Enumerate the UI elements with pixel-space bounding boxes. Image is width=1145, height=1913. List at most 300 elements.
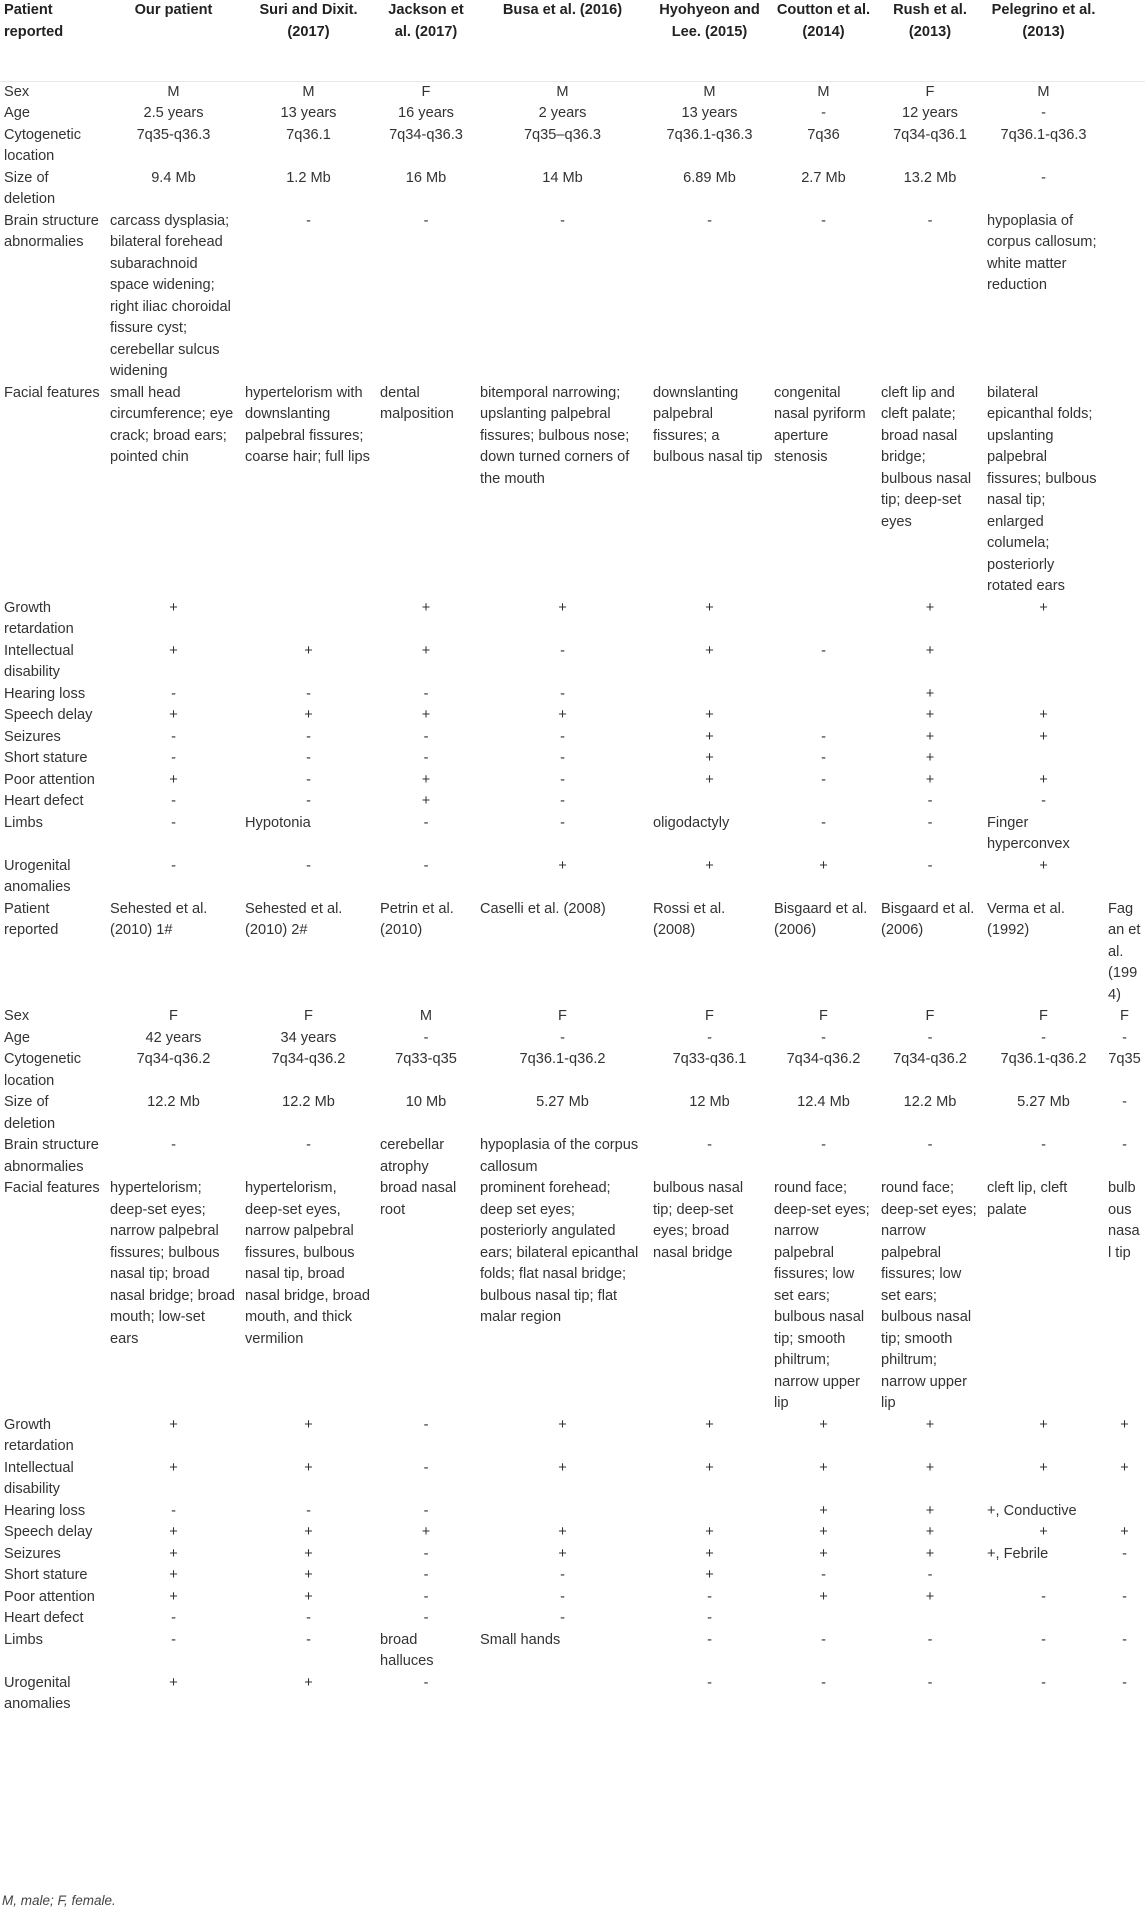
row-label: Brain structure abnormalies bbox=[4, 212, 99, 250]
table-cell: + bbox=[925, 599, 935, 616]
row-label: Intellectual disability bbox=[4, 1459, 74, 1497]
table-cell: + bbox=[1120, 1524, 1129, 1540]
table-cell-empty bbox=[1104, 813, 1145, 856]
table-cell: + bbox=[304, 1524, 313, 1540]
table-cell: - bbox=[423, 1674, 429, 1691]
table-cell: 7q34-q36.3 bbox=[389, 126, 463, 143]
table-cell: - bbox=[171, 1502, 176, 1519]
table-cell: - bbox=[821, 771, 826, 788]
table-cell: + bbox=[169, 1459, 178, 1476]
table-cell: + bbox=[819, 1524, 828, 1540]
table-cell: bulbous nasal tip; deep-set eyes; broad nasal bridge bbox=[653, 1180, 744, 1261]
table-cell: + bbox=[169, 707, 178, 723]
table-cell bbox=[770, 791, 877, 813]
table-cell: M bbox=[1037, 83, 1050, 100]
table-cell: 7q33-q35 bbox=[395, 1051, 457, 1067]
table-cell: 2.7 Mb bbox=[801, 169, 846, 186]
column-header: Rush et al. (2013) bbox=[893, 2, 967, 40]
table-cell: 5.27 Mb bbox=[536, 1094, 589, 1110]
table-cell: - bbox=[423, 1459, 429, 1476]
table-cell: cerebellar atrophy bbox=[380, 1137, 445, 1175]
row-label: Urogenital anomalies bbox=[4, 857, 71, 895]
row-label: Limbs bbox=[4, 1631, 43, 1648]
table-cell: cleft lip, cleft palate bbox=[987, 1180, 1068, 1218]
table-cell: 16 years bbox=[398, 105, 454, 121]
column-header: Jackson et al. (2017) bbox=[388, 2, 464, 40]
column-header: Patient reported bbox=[4, 900, 59, 938]
table-cell: F bbox=[1120, 1008, 1129, 1024]
table-cell: + bbox=[925, 1524, 935, 1540]
table-row bbox=[0, 1458, 1145, 1501]
table-cell: +, Conductive bbox=[987, 1502, 1077, 1519]
row-label: Cytogenetic location bbox=[4, 126, 82, 164]
table-cell: - bbox=[306, 728, 311, 745]
table-cell: + bbox=[304, 1674, 313, 1691]
table-cell-empty bbox=[1104, 641, 1145, 684]
table-row bbox=[0, 1092, 1145, 1135]
table-row bbox=[0, 1587, 1145, 1609]
table-cell: - bbox=[927, 1137, 933, 1153]
table-row bbox=[0, 598, 1145, 641]
table-cell: - bbox=[821, 750, 826, 766]
table-cell: + bbox=[169, 642, 178, 659]
table-cell: - bbox=[423, 750, 429, 766]
table-row bbox=[0, 1049, 1145, 1092]
table-cell: 7q34-q36.2 bbox=[786, 1051, 861, 1067]
table-cell: + bbox=[819, 1502, 828, 1519]
table-cell: - bbox=[1041, 105, 1046, 121]
table-cell: F bbox=[705, 1008, 714, 1024]
section-1-body bbox=[0, 81, 1145, 899]
table-cell: + bbox=[421, 771, 431, 788]
column-header: Suri and Dixit. (2017) bbox=[259, 2, 358, 40]
table-cell: + bbox=[1039, 728, 1048, 745]
table-cell: - bbox=[306, 771, 311, 788]
table-row bbox=[0, 211, 1145, 383]
column-header: Fagan et al. (1994) bbox=[1108, 900, 1141, 1003]
table-cell bbox=[770, 684, 877, 706]
table-cell: Small hands bbox=[480, 1631, 561, 1648]
table-cell: - bbox=[821, 1137, 826, 1153]
table-cell: - bbox=[927, 1029, 933, 1046]
table-cell: - bbox=[560, 212, 565, 229]
table-cell: + bbox=[304, 1567, 313, 1583]
row-label: Cytogenetic location bbox=[4, 1051, 82, 1089]
table-cell: 12.4 Mb bbox=[797, 1094, 850, 1110]
row-label: Sex bbox=[4, 1008, 30, 1024]
table-cell: bilateral epicanthal folds; upslanting palpebral fissures; bulbous nasal tip; enlarged columela; posteriorly rotated ears bbox=[987, 384, 1097, 594]
table-cell: + bbox=[558, 1545, 567, 1562]
table-cell bbox=[476, 1673, 649, 1716]
table-cell: - bbox=[171, 814, 176, 831]
table-cell: - bbox=[927, 793, 933, 809]
column-header: Rossi et al. (2008) bbox=[653, 900, 726, 938]
table-cell: - bbox=[560, 1567, 565, 1583]
table-cell bbox=[983, 1608, 1104, 1630]
table-row bbox=[0, 1028, 1145, 1050]
table-cell: + bbox=[558, 1524, 567, 1540]
table-cell: 7q35–q36.3 bbox=[523, 126, 602, 143]
table-cell: - bbox=[423, 212, 429, 229]
column-header: Coutton et al. (2014) bbox=[776, 2, 871, 40]
table-cell: - bbox=[707, 1631, 712, 1648]
row-label: Urogenital anomalies bbox=[4, 1674, 71, 1712]
table-cell: 12.2 Mb bbox=[282, 1094, 335, 1110]
table-cell: + bbox=[705, 1524, 714, 1540]
table-cell: + bbox=[304, 1416, 313, 1433]
table-cell: - bbox=[821, 1029, 826, 1046]
table-cell: + bbox=[705, 1567, 714, 1583]
table-cell: + bbox=[705, 599, 714, 616]
table-cell bbox=[649, 1501, 770, 1523]
table-cell: + bbox=[925, 1459, 935, 1476]
table-row bbox=[0, 1415, 1145, 1458]
table-cell: - bbox=[821, 1674, 826, 1691]
table-cell: + bbox=[304, 1545, 313, 1562]
table-cell: + bbox=[421, 707, 431, 723]
table-cell: 7q35 bbox=[1108, 1051, 1141, 1067]
row-label: Facial features bbox=[4, 1180, 100, 1196]
table-cell: + bbox=[558, 599, 567, 616]
table-cell: F bbox=[925, 1008, 935, 1024]
table-cell: 12.2 Mb bbox=[147, 1094, 200, 1110]
table-cell: +, Febrile bbox=[987, 1545, 1049, 1562]
row-label: Poor attention bbox=[4, 1588, 95, 1605]
table-cell: - bbox=[423, 1502, 429, 1519]
column-header: Sehested et al. (2010) 2# bbox=[245, 900, 343, 938]
table-cell: 13 years bbox=[280, 105, 337, 121]
table-cell: + bbox=[705, 857, 714, 874]
table-cell-empty bbox=[1104, 598, 1145, 641]
row-label: Sex bbox=[4, 83, 30, 100]
row-label: Age bbox=[4, 105, 30, 121]
table-cell-empty bbox=[1104, 791, 1145, 813]
table-cell: - bbox=[707, 1674, 712, 1691]
table-cell: - bbox=[560, 1029, 565, 1046]
table-cell bbox=[1104, 1501, 1145, 1523]
column-header: Bisgaard et al. (2006) bbox=[774, 900, 868, 938]
row-label: Size of deletion bbox=[4, 1094, 56, 1132]
table-row bbox=[0, 770, 1145, 792]
table-cell: 7q36.1-q36.2 bbox=[519, 1051, 606, 1067]
table-cell: Finger hyperconvex bbox=[987, 814, 1070, 852]
table-cell: 34 years bbox=[280, 1029, 337, 1046]
row-label: Seizures bbox=[4, 1545, 61, 1562]
table-cell: - bbox=[1122, 1588, 1127, 1605]
table-cell: + bbox=[169, 1567, 178, 1583]
table-cell: 12 years bbox=[902, 105, 958, 121]
column-header: Our patient bbox=[134, 2, 213, 18]
table-cell: - bbox=[927, 212, 933, 229]
table-cell bbox=[770, 598, 877, 641]
table-cell: 13 years bbox=[681, 105, 738, 121]
table-cell: + bbox=[819, 1416, 828, 1433]
table-cell: + bbox=[705, 1416, 714, 1433]
row-label: Age bbox=[4, 1029, 30, 1046]
table-cell bbox=[983, 748, 1104, 770]
table-cell: F bbox=[819, 1008, 828, 1024]
table-cell-empty bbox=[1104, 705, 1145, 727]
table-cell bbox=[770, 705, 877, 727]
table-cell: + bbox=[1039, 857, 1048, 874]
column-header: Pelegrino et al. (2013) bbox=[991, 2, 1096, 40]
table-cell: - bbox=[1122, 1674, 1127, 1691]
column-header: Patient reported bbox=[4, 2, 64, 40]
table-cell: + bbox=[421, 1524, 431, 1540]
table-cell: + bbox=[1039, 599, 1048, 616]
table-cell: + bbox=[1039, 1459, 1048, 1476]
table-cell: 5.27 Mb bbox=[1017, 1094, 1070, 1110]
table-cell: - bbox=[1041, 1631, 1046, 1648]
column-header-empty bbox=[1104, 0, 1145, 81]
row-label: Growth retardation bbox=[4, 599, 74, 637]
table-cell: - bbox=[423, 1567, 429, 1583]
table-cell: - bbox=[423, 685, 429, 702]
table-cell: + bbox=[1039, 707, 1048, 723]
table-cell: downslanting palpebral fissures; a bulbous nasal tip bbox=[653, 384, 763, 465]
table-cell bbox=[983, 684, 1104, 706]
table-cell: - bbox=[560, 1588, 565, 1605]
column-header: Caselli et al. (2008) bbox=[480, 900, 606, 917]
table-cell: prominent forehead; deep set eyes; posteriorly angulated ears; bilateral epicanthal folds; flat nasal bridge; bulbous nasal tip; flat malar region bbox=[480, 1180, 639, 1325]
table-row bbox=[0, 125, 1145, 168]
table-cell: + bbox=[1039, 1416, 1048, 1433]
table-cell: - bbox=[560, 1610, 565, 1626]
row-label: Hearing loss bbox=[4, 685, 86, 702]
table-cell: small head circumference; eye crack; broad ears; pointed chin bbox=[110, 384, 234, 465]
table-cell: + bbox=[819, 1588, 828, 1605]
column-header: Bisgaard et al. (2006) bbox=[881, 900, 975, 938]
table-row bbox=[0, 81, 1145, 103]
table-row bbox=[0, 856, 1145, 899]
table-cell: F bbox=[1039, 1008, 1048, 1024]
table-cell: + bbox=[169, 1674, 178, 1691]
table-row bbox=[0, 813, 1145, 856]
table-row bbox=[0, 705, 1145, 727]
table-cell: M bbox=[556, 83, 569, 100]
table-cell: bulbous nasal tip bbox=[1108, 1180, 1140, 1261]
table-cell: M bbox=[302, 83, 315, 100]
table-cell: broad nasal root bbox=[380, 1180, 457, 1218]
table-cell: 7q36.1-q36.2 bbox=[1000, 1051, 1087, 1067]
table-cell: + bbox=[705, 707, 714, 723]
table-cell: - bbox=[306, 1610, 311, 1626]
table-row bbox=[0, 1135, 1145, 1178]
table-cell: bitemporal narrowing; upslanting palpebral fissures; bulbous nose; down turned corners of the mouth bbox=[480, 384, 630, 487]
table-cell: - bbox=[423, 1588, 429, 1605]
table-cell: - bbox=[1041, 1588, 1046, 1605]
table-cell: - bbox=[927, 814, 933, 831]
table-cell: Hypotonia bbox=[245, 814, 311, 831]
table-cell-empty bbox=[1104, 383, 1145, 598]
table-cell: + bbox=[925, 750, 935, 766]
table-cell: broad halluces bbox=[380, 1631, 434, 1669]
table-cell-empty bbox=[1104, 770, 1145, 792]
table-cell-empty bbox=[1104, 856, 1145, 899]
table-cell: - bbox=[1122, 1137, 1127, 1153]
table-cell: - bbox=[1041, 1674, 1046, 1691]
column-header: Busa et al. (2016) bbox=[502, 2, 623, 18]
table-cell: - bbox=[707, 1029, 712, 1046]
table-cell: + bbox=[1039, 771, 1048, 788]
table-row bbox=[0, 1178, 1145, 1415]
table-cell: - bbox=[707, 1137, 712, 1153]
table-cell: + bbox=[925, 1588, 935, 1605]
table-cell bbox=[649, 684, 770, 706]
column-header: Hyohyeon and Lee. (2015) bbox=[659, 2, 760, 40]
table-cell-empty bbox=[1104, 727, 1145, 749]
table-cell: - bbox=[306, 857, 311, 874]
table-cell: + bbox=[1039, 1524, 1048, 1540]
row-label: Facial features bbox=[4, 384, 100, 401]
table-row bbox=[0, 641, 1145, 684]
table-cell: + bbox=[169, 771, 178, 788]
table-cell-empty bbox=[1104, 211, 1145, 383]
table-cell: + bbox=[925, 1545, 935, 1562]
table-cell: F bbox=[925, 83, 935, 100]
table-cell: - bbox=[171, 750, 176, 766]
table-cell: + bbox=[304, 1588, 313, 1605]
table-cell-empty bbox=[1104, 684, 1145, 706]
table-cell: hypertelorism with downslanting palpebral fissures; coarse hair; full lips bbox=[245, 384, 370, 465]
table-cell: 42 years bbox=[145, 1029, 202, 1046]
table-cell: + bbox=[819, 857, 828, 874]
table-cell: - bbox=[306, 1137, 311, 1153]
row-label: Brain structure abnormalies bbox=[4, 1137, 99, 1175]
table-cell: + bbox=[925, 707, 935, 723]
row-label: Limbs bbox=[4, 814, 43, 831]
table-cell: - bbox=[171, 728, 176, 745]
table-row bbox=[0, 1608, 1145, 1630]
table-cell: 7q34-q36.2 bbox=[893, 1051, 967, 1067]
table-cell: - bbox=[1041, 1137, 1046, 1153]
column-header: Petrin et al. (2010) bbox=[380, 900, 454, 938]
table-cell: dental malposition bbox=[380, 384, 454, 422]
table-cell bbox=[649, 791, 770, 813]
table-cell: - bbox=[560, 814, 565, 831]
table-cell: hypertelorism, deep-set eyes, narrow palpebral fissures, bulbous nasal tip, broad nasal bridge, broad mouth, and thick vermilion bbox=[245, 1180, 370, 1347]
table-cell: + bbox=[1120, 1459, 1129, 1476]
table-cell: - bbox=[927, 1567, 933, 1583]
table-cell: 7q36.1-q36.3 bbox=[666, 126, 753, 143]
table-cell: + bbox=[421, 793, 431, 809]
table-cell: F bbox=[558, 1008, 567, 1024]
table-cell: - bbox=[423, 1545, 429, 1562]
table-cell: + bbox=[819, 1459, 828, 1476]
row-label: Speech delay bbox=[4, 1524, 93, 1540]
table-cell: - bbox=[1041, 169, 1046, 186]
table-cell: 2.5 years bbox=[143, 105, 204, 121]
table-cell: - bbox=[821, 1567, 826, 1583]
table-cell: + bbox=[558, 707, 567, 723]
table-cell: + bbox=[925, 728, 935, 745]
table-cell: - bbox=[1122, 1094, 1127, 1110]
table-cell: hypoplasia of corpus callosum; white matter reduction bbox=[987, 212, 1097, 293]
table-row bbox=[0, 103, 1145, 125]
table-cell: - bbox=[306, 793, 311, 809]
row-label: Short stature bbox=[4, 1567, 88, 1583]
table-cell: + bbox=[169, 599, 178, 616]
table-cell bbox=[241, 598, 376, 641]
row-label: Hearing loss bbox=[4, 1502, 86, 1519]
table-cell bbox=[983, 1565, 1104, 1587]
table-cell: - bbox=[821, 642, 826, 659]
table-cell: + bbox=[925, 642, 935, 659]
row-label: Poor attention bbox=[4, 771, 95, 788]
table-cell: carcass dysplasia; bilateral forehead subarachnoid space widening; right iliac choroidal fissure cyst; cerebellar sulcus widening bbox=[110, 212, 231, 379]
table-cell: F bbox=[304, 1008, 313, 1024]
column-header: Verma et al. (1992) bbox=[987, 900, 1065, 938]
table-cell: - bbox=[171, 793, 176, 809]
table-row bbox=[0, 727, 1145, 749]
table-cell-empty bbox=[1104, 125, 1145, 168]
table-cell: + bbox=[421, 599, 431, 616]
table-cell: oligodactyly bbox=[653, 814, 730, 831]
table-cell: + bbox=[705, 1545, 714, 1562]
table-cell: 13.2 Mb bbox=[903, 169, 957, 186]
row-label: Heart defect bbox=[4, 793, 84, 809]
table-cell bbox=[770, 1608, 877, 1630]
table-cell: + bbox=[558, 1416, 567, 1433]
row-label: Seizures bbox=[4, 728, 61, 745]
table-cell: + bbox=[304, 642, 313, 659]
table-row bbox=[0, 1522, 1145, 1544]
table-cell: + bbox=[169, 1588, 178, 1605]
table-cell: 12 Mb bbox=[689, 1094, 730, 1110]
table-cell: - bbox=[560, 728, 565, 745]
row-label: Heart defect bbox=[4, 1610, 84, 1626]
row-label: Short stature bbox=[4, 750, 88, 766]
table-cell bbox=[983, 641, 1104, 684]
table-cell: - bbox=[927, 1674, 933, 1691]
table-cell: - bbox=[423, 814, 429, 831]
table-cell: 12.2 Mb bbox=[903, 1094, 957, 1110]
table-cell: - bbox=[423, 1416, 429, 1433]
table-cell: - bbox=[821, 728, 826, 745]
table-cell: - bbox=[1122, 1631, 1127, 1648]
table-cell: F bbox=[169, 1008, 178, 1024]
table-cell: - bbox=[171, 1610, 176, 1626]
table-cell: 7q34-q36.2 bbox=[136, 1051, 211, 1067]
table-cell: - bbox=[560, 750, 565, 766]
table-cell-empty bbox=[1104, 748, 1145, 770]
table-cell: 10 Mb bbox=[405, 1094, 447, 1110]
table-row bbox=[0, 1501, 1145, 1523]
section-2-body bbox=[0, 899, 1145, 1716]
header-row bbox=[0, 0, 1145, 81]
table-cell: - bbox=[560, 793, 565, 809]
table-row bbox=[0, 1630, 1145, 1673]
table-cell: + bbox=[705, 728, 714, 745]
table-cell: 7q36.1-q36.3 bbox=[1000, 126, 1087, 143]
row-label: Growth retardation bbox=[4, 1416, 74, 1454]
table-cell: M bbox=[817, 83, 830, 100]
table-cell: M bbox=[703, 83, 716, 100]
table-cell: 1.2 Mb bbox=[286, 169, 331, 186]
table-cell: + bbox=[819, 1545, 828, 1562]
table-cell: 14 Mb bbox=[542, 169, 583, 186]
table-cell: 7q36 bbox=[807, 126, 840, 143]
table-cell: - bbox=[306, 212, 311, 229]
table-cell: - bbox=[171, 857, 176, 874]
table-cell: congenital nasal pyriform aperture stenosis bbox=[774, 384, 866, 465]
table-cell: - bbox=[1122, 1545, 1127, 1562]
column-header: Sehested et al. (2010) 1# bbox=[110, 900, 208, 938]
table-cell: - bbox=[306, 685, 311, 702]
table-cell: - bbox=[423, 1029, 429, 1046]
table-cell: + bbox=[421, 642, 431, 659]
table-cell: + bbox=[705, 750, 714, 766]
